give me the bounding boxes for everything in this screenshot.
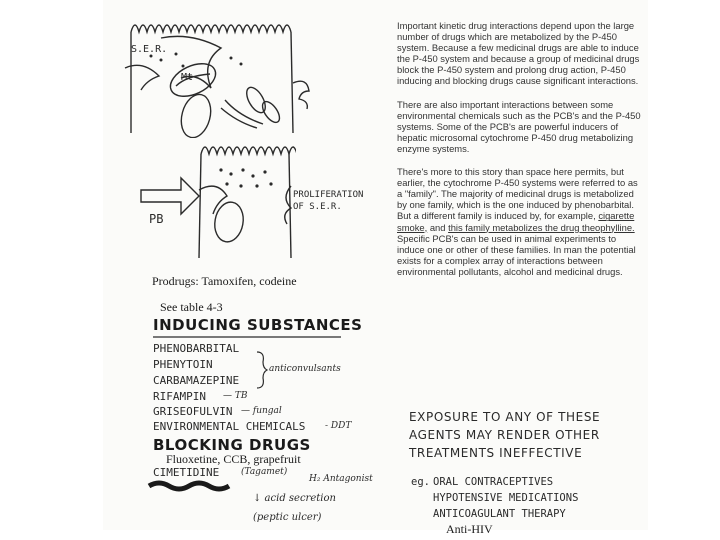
tagamet-note: (Tagamet) bbox=[241, 467, 288, 477]
tb-note: — TB bbox=[223, 391, 248, 401]
of-ser-label: OF S.E.R. bbox=[293, 202, 342, 212]
para-3-a: There's more to this story than space here permits, but earlier, the cytochrome P-450 systems were referred to as a "family". The majority of medicinal drugs is metabolized by one family, which is the one induced by phenobarbital. But a different family is induced by, for example, bbox=[397, 166, 638, 222]
theophylline-clause: this family metabolizes the drug theophylline. bbox=[448, 221, 635, 233]
ser-label: S.E.R. bbox=[131, 44, 168, 55]
hepatocyte-sketch-bottom bbox=[131, 140, 296, 260]
redaction-scribble bbox=[147, 480, 237, 492]
anticonvulsant-brace bbox=[255, 350, 269, 390]
example-item: ANTICOAGULANT THERAPY bbox=[433, 508, 566, 520]
inducing-item: PHENYTOIN bbox=[153, 358, 213, 371]
scanned-page bbox=[103, 0, 648, 530]
exposure-line: TREATMENTS INEFFECTIVE bbox=[409, 446, 583, 460]
inducing-item: RIFAMPIN bbox=[153, 390, 206, 403]
pb-label: PB bbox=[149, 212, 164, 226]
inducing-item: GRISEOFULVIN bbox=[153, 405, 233, 418]
proliferation-label: PROLIFERATION bbox=[293, 190, 364, 200]
inducing-item: CARBAMAZEPINE bbox=[153, 374, 240, 387]
blocking-item: CIMETIDINE bbox=[153, 466, 220, 479]
para-3-c: Specific PCB's can be used in animal experiments to induce one or other of these families. In man the potential exists for a complex array of interactions between environmental pollutants, alcohol and medicinal drugs. bbox=[397, 232, 636, 277]
peptic-note: (peptic ulcer) bbox=[253, 512, 322, 523]
acid-note: ↓ acid secretion bbox=[253, 493, 336, 504]
inducing-heading: INDUCING SUBSTANCES bbox=[153, 316, 363, 334]
exposure-line: AGENTS MAY RENDER OTHER bbox=[409, 428, 600, 442]
para-3-b: and bbox=[429, 221, 446, 233]
ddt-note: - DDT bbox=[325, 421, 352, 431]
para-3 bbox=[397, 166, 642, 277]
prodrugs-caption: Prodrugs: Tamoxifen, codeine bbox=[152, 274, 297, 288]
h2-note: H₂ Antagonist bbox=[309, 474, 373, 484]
anti-hiv-caption: Anti-HIV bbox=[446, 522, 493, 536]
hepatocyte-sketch-top bbox=[121, 8, 321, 138]
see-table-caption: See table 4-3 bbox=[160, 300, 223, 314]
mt-label: Mt bbox=[181, 72, 194, 83]
fluoxetine-caption: Fluoxetine, CCB, grapefruit bbox=[166, 452, 301, 466]
inducing-underline bbox=[151, 334, 346, 340]
text-column bbox=[397, 20, 642, 284]
para-1: Important kinetic drug interactions depend upon the large number of drugs which are metabolized by the P-450 system. Because a few medicinal drugs are able to induce the P-450 system and because a group of medicinal drugs block the P-450 system and prolong drug action, P-450 inducing and blocking drugs cause significant interactions. bbox=[397, 20, 640, 87]
fungal-note: — fungal bbox=[241, 406, 282, 416]
eg-prefix: eg. bbox=[411, 476, 430, 488]
para-2: There are also important interactions between some environmental chemicals such as the PCB's and the P-450 systems. Some of the PCB's are powerful inducers of hepatic microsomal cytochrome P-450 drug metabolizing enzyme systems. bbox=[397, 98, 641, 154]
cigarette-smoke: cigarette smoke, bbox=[397, 210, 635, 233]
anticonvulsants-note: anticonvulsants bbox=[269, 364, 341, 374]
example-item: ORAL CONTRACEPTIVES bbox=[433, 476, 554, 488]
inducing-item: PHENOBARBITAL bbox=[153, 342, 240, 355]
exposure-line: EXPOSURE TO ANY OF THESE bbox=[409, 410, 601, 424]
example-item: HYPOTENSIVE MEDICATIONS bbox=[433, 492, 579, 504]
blocking-heading: BLOCKING DRUGS bbox=[153, 436, 311, 454]
inducing-item: ENVIRONMENTAL CHEMICALS bbox=[153, 420, 306, 433]
